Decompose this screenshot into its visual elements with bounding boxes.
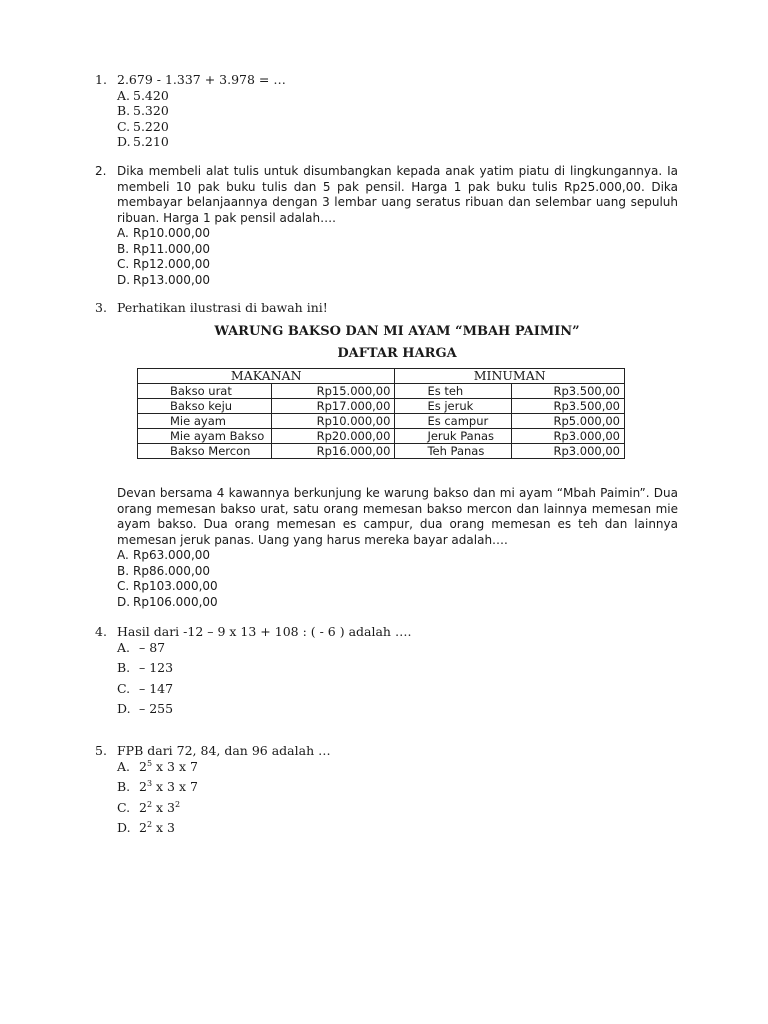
- question-text: Perhatikan ilustrasi di bawah ini!: [117, 300, 328, 315]
- question-3-story: [117, 486, 678, 610]
- question-number: 5.: [95, 743, 107, 758]
- option-b: B. $2^3$ x 3 x 7: [117, 778, 198, 794]
- option-b: B. Rp86.000,00: [117, 563, 211, 578]
- question-number: 3.: [95, 300, 107, 315]
- option-c: C. $2^2$ x $3^2$: [117, 799, 181, 815]
- question-text: FPB dari 72, 84, dan 96 adalah …: [117, 743, 331, 758]
- option-a: A. $2^5$ x 3 x 7: [117, 758, 198, 774]
- question-text: 2.679 - 1.337 + 3.978 = …: [117, 72, 286, 87]
- question-4: [95, 624, 678, 722]
- table-subtitle: DAFTAR HARGA: [337, 346, 457, 361]
- question-number: 4.: [95, 624, 107, 639]
- option-d: D. 5.210: [117, 134, 169, 149]
- table-row: Mie ayam Bakso Rp20.000,00 Jeruk Panas Rp3.000,00: [138, 429, 625, 444]
- question-text: Dika membeli alat tulis untuk disumbangkan kepada anak yatim piatu di lingkungannya. Ia membeli 10 pak buku tulis dan 5 pak pensil. Harga 1 pak buku tulis Rp25.000,00. Dika membayar belanjaannya dengan 3 lembar uang seratus ribuan dan selembar uang sepuluh ribuan. Harga 1 pak pensil adalah….: [117, 164, 678, 225]
- option-b: B. 5.320: [117, 103, 169, 118]
- option-a: A. Rp63.000,00: [117, 548, 211, 562]
- question-number: 1.: [95, 72, 107, 87]
- option-d: D. $2^2$ x 3: [117, 819, 175, 835]
- table-row: Bakso urat Rp15.000,00 Es teh Rp3.500,00: [138, 384, 625, 399]
- option-c: C. – 147: [117, 680, 174, 696]
- question-5: [95, 743, 678, 841]
- option-a: A. – 87: [117, 639, 166, 655]
- option-d: D. – 255: [117, 701, 174, 716]
- price-table: [137, 368, 625, 459]
- header-makanan: MAKANAN: [138, 369, 395, 384]
- option-b: B. – 123: [117, 660, 174, 675]
- table-row: Mie ayam Rp10.000,00 Es campur Rp5.000,00: [138, 414, 625, 429]
- question-text: Hasil dari -12 – 9 x 13 + 108 : ( - 6 ) adalah ….: [117, 624, 412, 639]
- option-d: D. Rp106.000,00: [117, 594, 218, 609]
- question-1: [95, 72, 678, 150]
- option-a: A. 5.420: [117, 87, 169, 103]
- option-d: D. Rp13.000,00: [117, 272, 211, 287]
- question-2: [95, 164, 678, 288]
- options: [117, 548, 678, 610]
- table-row: Bakso keju Rp17.000,00 Es jeruk Rp3.500,00: [138, 399, 625, 414]
- question-3: [95, 300, 678, 316]
- option-c: C. Rp12.000,00: [117, 257, 211, 271]
- table-row: Bakso Mercon Rp16.000,00 Teh Panas Rp3.000,00: [138, 444, 625, 459]
- story-text: Devan bersama 4 kawannya berkunjung ke warung bakso dan mi ayam “Mbah Paimin”. Dua orang memesan bakso urat, satu orang memesan bakso mercon dan lainnya memesan mie ayam bakso. Dua orang memesan es campur, dua orang memesan es teh dan lainnya memesan jeruk panas. Uang yang harus mereka bayar adalah….: [117, 486, 678, 547]
- question-number: 2.: [95, 164, 107, 178]
- option-a: A. Rp10.000,00: [117, 226, 211, 240]
- table-title: WARUNG BAKSO DAN MI AYAM “MBAH PAIMIN”: [214, 324, 580, 339]
- header-minuman: MINUMAN: [395, 369, 625, 384]
- option-b: B. Rp11.000,00: [117, 241, 211, 256]
- option-c: C. Rp103.000,00: [117, 579, 218, 593]
- option-c: C. 5.220: [117, 118, 169, 134]
